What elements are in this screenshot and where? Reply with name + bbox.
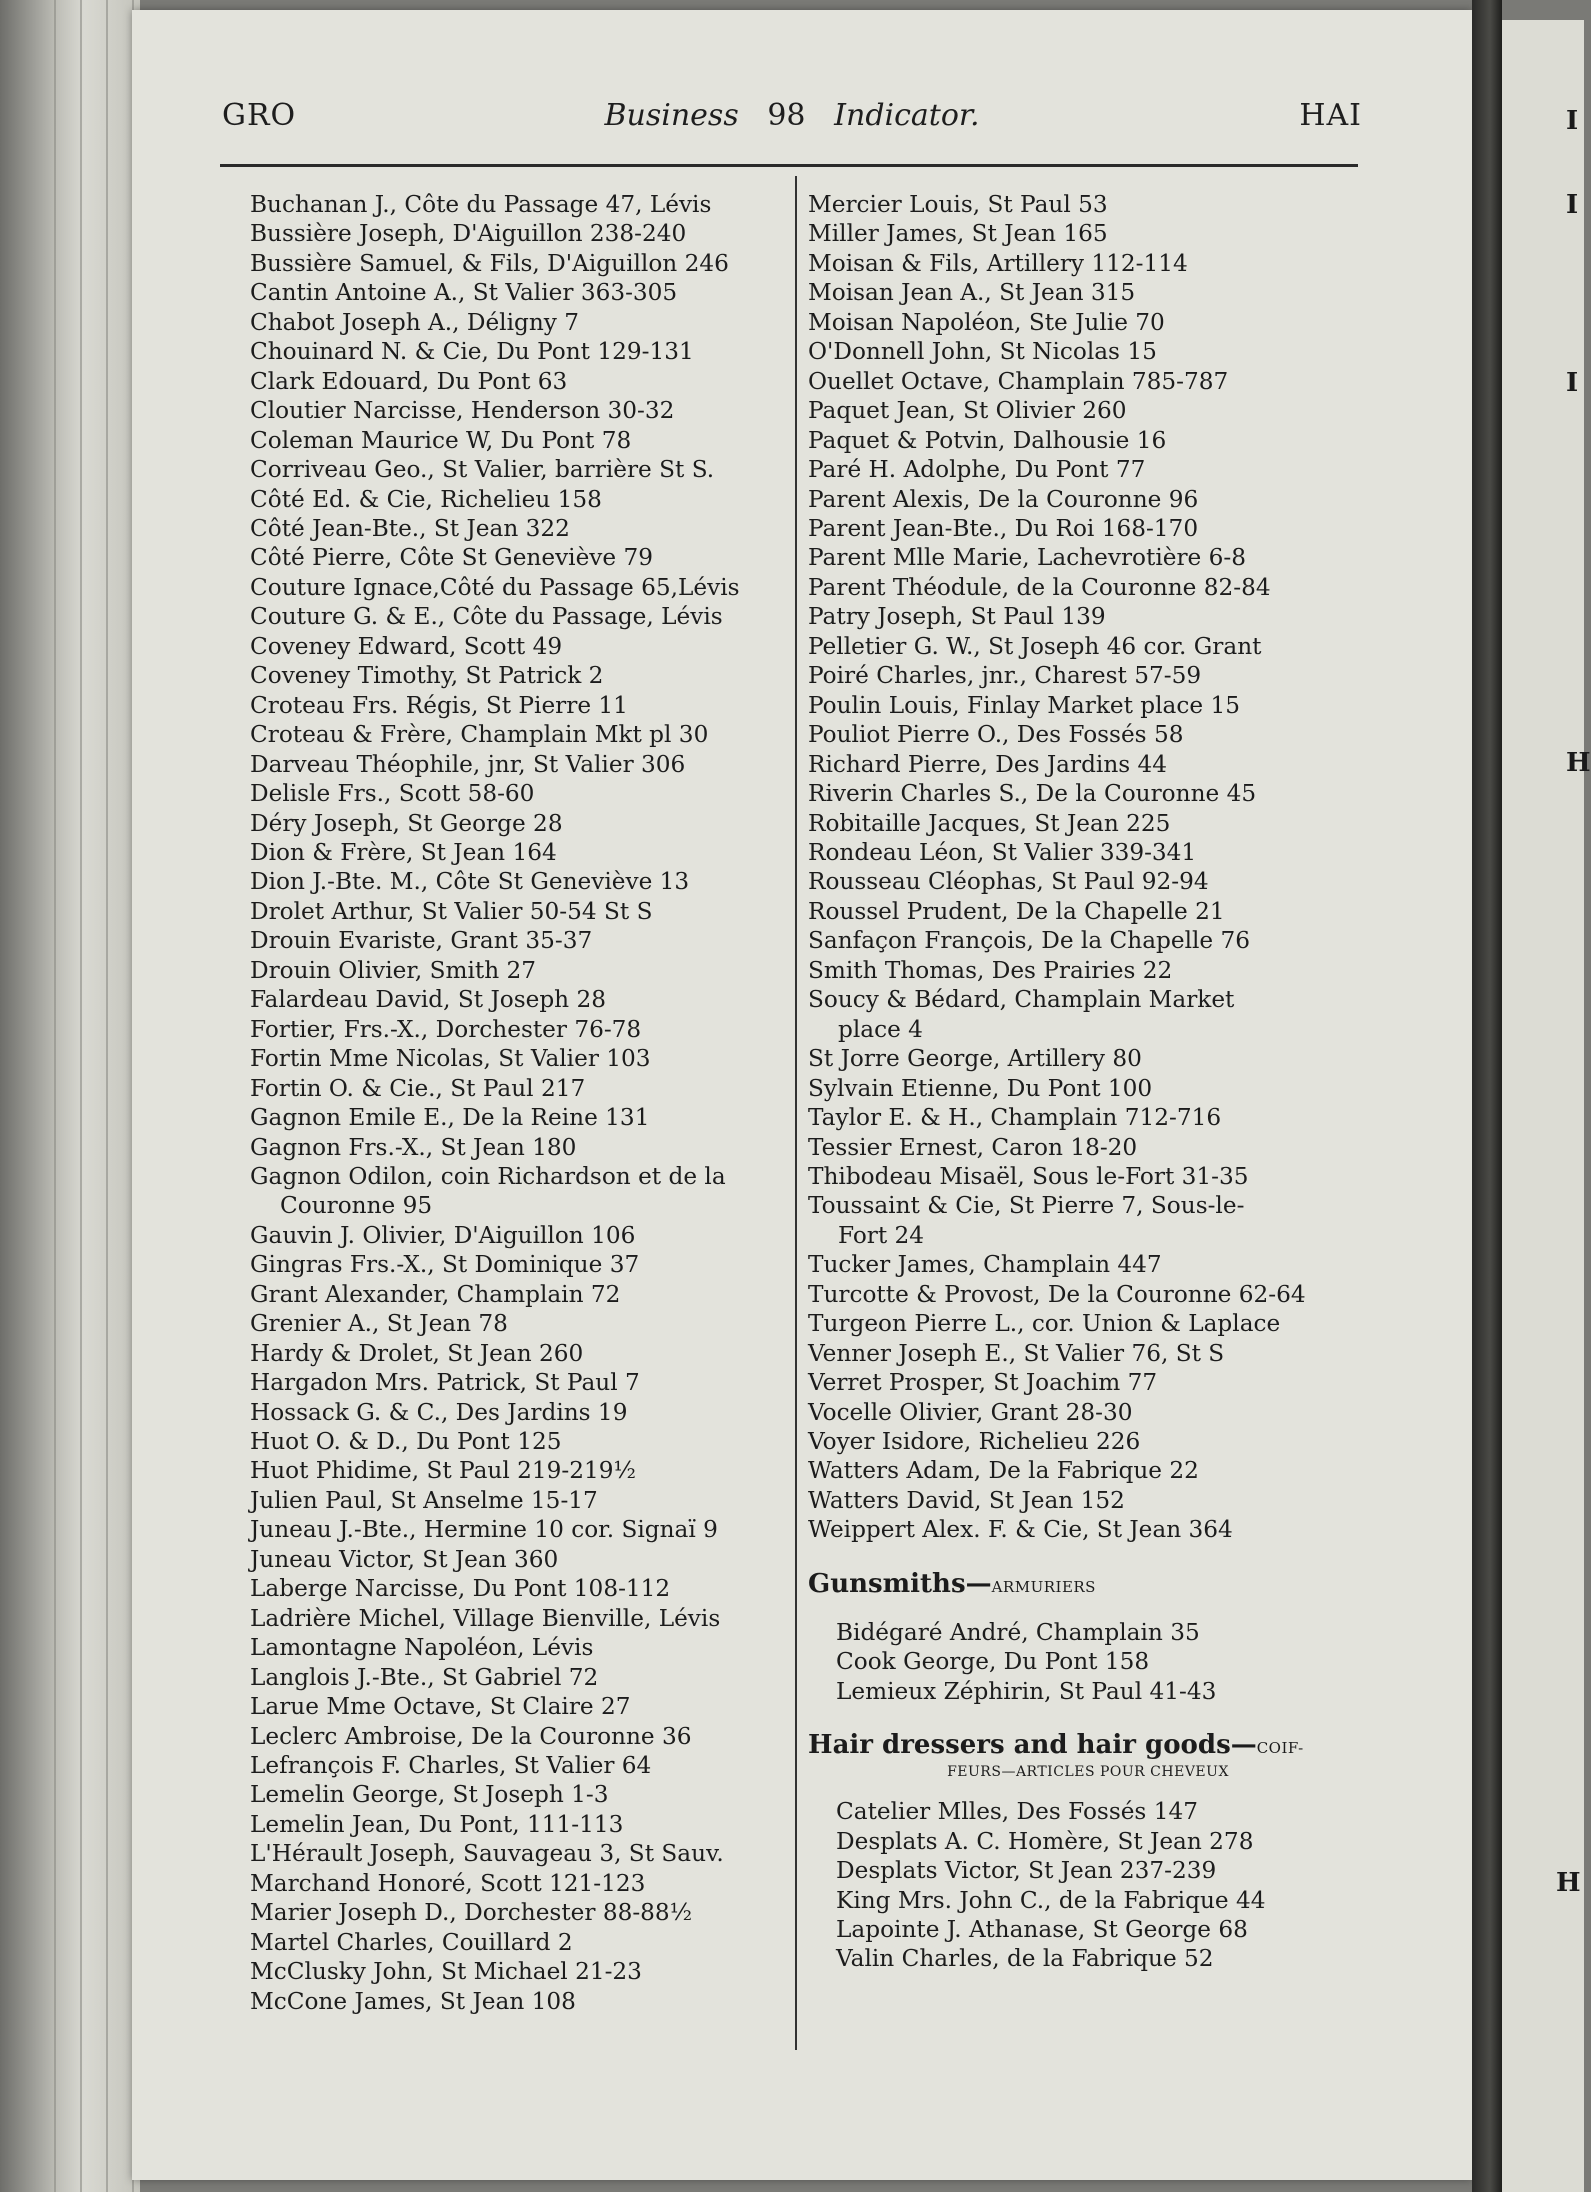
entry-line: Lemelin Jean, Du Pont, 111-113 (250, 1810, 624, 1838)
directory-entry (250, 1368, 790, 1397)
directory-entry (808, 1133, 1368, 1162)
entry-line: Lamontagne Napoléon, Lévis (250, 1634, 594, 1662)
entry-line: Watters Adam, De la Fabrique 22 (808, 1457, 1199, 1485)
section-title-french: ARMURIERS (991, 1577, 1096, 1596)
directory-entry (808, 396, 1368, 425)
directory-entry (808, 1486, 1368, 1515)
book-spine (1472, 0, 1502, 2192)
entry-line: Parent Alexis, De la Couronne 96 (808, 485, 1199, 513)
gunsmiths-entries (808, 1618, 1368, 1706)
directory-entry (250, 308, 790, 337)
directory-entry (808, 602, 1368, 631)
entry-line: Côté Ed. & Cie, Richelieu 158 (250, 485, 602, 513)
entry-line: Côté Pierre, Côte St Geneviève 79 (250, 544, 654, 572)
entry-line: Bussière Joseph, D'Aiguillon 238-240 (250, 220, 687, 248)
directory-entry (808, 1103, 1368, 1132)
entry-line: Coleman Maurice W, Du Pont 78 (250, 426, 632, 454)
directory-entry (250, 1280, 790, 1309)
entry-line: Tucker James, Champlain 447 (808, 1251, 1162, 1279)
entry-line: King Mrs. John C., de la Fabrique 44 (836, 1886, 1266, 1914)
entry-line: Hossack G. & C., Des Jardins 19 (250, 1398, 628, 1426)
directory-entry (250, 1398, 790, 1427)
entry-line: Dion & Frère, St Jean 164 (250, 838, 557, 866)
page-header (222, 98, 1362, 148)
directory-entry (250, 1839, 790, 1868)
header-right-guide: HAI (1299, 98, 1362, 133)
entry-line: Sanfaçon François, De la Chapelle 76 (808, 927, 1251, 955)
directory-entry (808, 367, 1368, 396)
entry-line: Lemieux Zéphirin, St Paul 41-43 (836, 1677, 1217, 1705)
section-heading-hairdressers (808, 1730, 1368, 1763)
directory-entry (250, 573, 790, 602)
entry-line: Taylor E. & H., Champlain 712-716 (808, 1104, 1222, 1132)
directory-entry (808, 691, 1368, 720)
directory-entry (250, 1015, 790, 1044)
directory-entry (250, 691, 790, 720)
directory-entry (808, 1456, 1368, 1485)
directory-entry (250, 1574, 790, 1603)
entry-line: Fortier, Frs.-X., Dorchester 76-78 (250, 1015, 642, 1043)
directory-entry (808, 1074, 1368, 1103)
directory-entry (808, 985, 1368, 1044)
entry-line: Hargadon Mrs. Patrick, St Paul 7 (250, 1369, 640, 1397)
entry-continuation: Couronne 95 (280, 1192, 433, 1220)
directory-entry (808, 308, 1368, 337)
directory-entry (808, 809, 1368, 838)
section-title-french: COIF- (1256, 1739, 1304, 1758)
entry-line: Lefrançois F. Charles, St Valier 64 (250, 1752, 652, 1780)
directory-entry (808, 190, 1368, 219)
directory-entry (250, 337, 790, 366)
directory-entry (250, 1751, 790, 1780)
entry-line: Watters David, St Jean 152 (808, 1486, 1125, 1514)
entry-line: Smith Thomas, Des Prairies 22 (808, 956, 1173, 984)
entry-line: Desplats A. C. Homère, St Jean 278 (836, 1827, 1254, 1855)
section-subtitle: FEURS—ARTICLES POUR CHEVEUX (947, 1764, 1229, 1781)
directory-entry (808, 1162, 1368, 1191)
directory-entry (808, 1309, 1368, 1338)
entry-line: Weippert Alex. F. & Cie, St Jean 364 (808, 1516, 1233, 1544)
entry-line: Gagnon Odilon, coin Richardson et de la (250, 1162, 726, 1190)
entry-line: Darveau Théophile, jnr, St Valier 306 (250, 750, 686, 778)
directory-entry (808, 1191, 1368, 1250)
entry-line: Sylvain Etienne, Du Pont 100 (808, 1074, 1153, 1102)
header-rule (220, 164, 1358, 167)
entry-line: Coveney Timothy, St Patrick 2 (250, 662, 604, 690)
entry-line: Laberge Narcisse, Du Pont 108-112 (250, 1575, 671, 1603)
entry-continuation: place 4 (838, 1015, 923, 1043)
directory-entry (836, 1856, 1368, 1885)
directory-entry (250, 1722, 790, 1751)
directory-entry (250, 367, 790, 396)
directory-entry (250, 1780, 790, 1809)
directory-entry (250, 1427, 790, 1456)
directory-entry (250, 1515, 790, 1544)
page-number: 98 (767, 98, 806, 133)
entry-line: Julien Paul, St Anselme 15-17 (250, 1486, 598, 1514)
entry-line: Patry Joseph, St Paul 139 (808, 603, 1106, 631)
directory-entry (808, 720, 1368, 749)
entry-line: Riverin Charles S., De la Couronne 45 (808, 780, 1257, 808)
directory-entry (836, 1647, 1368, 1676)
entry-line: Juneau Victor, St Jean 360 (250, 1545, 559, 1573)
entry-line: Drouin Olivier, Smith 27 (250, 956, 537, 984)
header-title (222, 98, 1362, 133)
directory-entry (808, 1398, 1368, 1427)
entry-line: Couture G. & E., Côte du Passage, Lévis (250, 603, 723, 631)
entry-line: Bidégaré André, Champlain 35 (836, 1618, 1200, 1646)
entry-line: Pouliot Pierre O., Des Fossés 58 (808, 721, 1184, 749)
directory-entry (808, 1427, 1368, 1456)
directory-entry (250, 1928, 790, 1957)
directory-entry (250, 897, 790, 926)
entry-line: Gagnon Frs.-X., St Jean 180 (250, 1133, 577, 1161)
entry-line: Paquet & Potvin, Dalhousie 16 (808, 426, 1167, 454)
directory-entry (250, 809, 790, 838)
entry-line: Chouinard N. & Cie, Du Pont 129-131 (250, 338, 694, 366)
directory-entry (250, 1103, 790, 1132)
directory-entry (250, 249, 790, 278)
directory-entry (250, 1692, 790, 1721)
directory-entry (250, 396, 790, 425)
directory-entry (836, 1827, 1368, 1856)
directory-entry (808, 838, 1368, 867)
directory-entry (250, 1250, 790, 1279)
section-title: Gunsmiths— (808, 1568, 992, 1599)
entry-line: Parent Théodule, de la Couronne 82-84 (808, 573, 1271, 601)
entry-line: Grenier A., St Jean 78 (250, 1310, 508, 1338)
entry-line: Couture Ignace,Côté du Passage 65,Lévis (250, 573, 740, 601)
entry-line: Poiré Charles, jnr., Charest 57-59 (808, 662, 1202, 690)
entry-line: Desplats Victor, St Jean 237-239 (836, 1857, 1217, 1885)
entry-line: Pelletier G. W., St Joseph 46 cor. Grant (808, 632, 1262, 660)
directory-entry (250, 1633, 790, 1662)
entry-line: Thibodeau Misaël, Sous le-Fort 31-35 (808, 1162, 1249, 1190)
directory-entry (250, 1604, 790, 1633)
entry-line: Moisan & Fils, Artillery 112-114 (808, 249, 1188, 277)
entry-line: Dion J.-Bte. M., Côte St Geneviève 13 (250, 868, 690, 896)
directory-entry (836, 1944, 1368, 1973)
directory-entry (808, 485, 1368, 514)
entry-line: Larue Mme Octave, St Claire 27 (250, 1693, 631, 1721)
directory-entry (250, 1987, 790, 2016)
section-title: Hair dressers and hair goods— (808, 1730, 1257, 1761)
next-page-fragment: H (1566, 748, 1591, 778)
next-page-edge (1502, 20, 1584, 2192)
directory-entry (250, 838, 790, 867)
directory-entry (808, 1515, 1368, 1544)
directory-entry (808, 956, 1368, 985)
entry-continuation: Fort 24 (838, 1221, 925, 1249)
entry-line: Cook George, Du Pont 158 (836, 1648, 1150, 1676)
entry-line: Mercier Louis, St Paul 53 (808, 191, 1108, 218)
entry-line: Croteau Frs. Régis, St Pierre 11 (250, 691, 628, 719)
next-page-fragment: I (1566, 106, 1579, 136)
directory-entry (250, 1957, 790, 1986)
entry-line: Buchanan J., Côte du Passage 47, Lévis (250, 191, 712, 218)
entry-line: Marier Joseph D., Dorchester 88-88½ (250, 1899, 693, 1927)
header-title-b: Indicator. (834, 98, 980, 133)
directory-entry (808, 632, 1368, 661)
entry-line: Robitaille Jacques, St Jean 225 (808, 809, 1171, 837)
entry-line: Grant Alexander, Champlain 72 (250, 1280, 621, 1308)
entry-line: Côté Jean-Bte., St Jean 322 (250, 514, 570, 542)
directory-entry (808, 278, 1368, 307)
directory-entry (808, 1044, 1368, 1073)
next-page-fragment: H (1556, 1868, 1581, 1898)
directory-entry (250, 985, 790, 1014)
page-stack-edges (40, 0, 140, 2192)
directory-entry (808, 455, 1368, 484)
entry-line: Catelier Mlles, Des Fossés 147 (836, 1798, 1198, 1826)
entry-line: Rondeau Léon, St Valier 339-341 (808, 838, 1197, 866)
entry-line: Huot Phidime, St Paul 219-219½ (250, 1457, 636, 1485)
directory-entry (250, 190, 790, 219)
entry-line: Ouellet Octave, Champlain 785-787 (808, 367, 1229, 395)
directory-entry (250, 485, 790, 514)
directory-entry (250, 1133, 790, 1162)
entry-line: Langlois J.-Bte., St Gabriel 72 (250, 1663, 599, 1691)
directory-entry (250, 278, 790, 307)
directory-entry (250, 1221, 790, 1250)
entry-line: Venner Joseph E., St Valier 76, St S (808, 1339, 1225, 1367)
entry-line: Leclerc Ambroise, De la Couronne 36 (250, 1722, 692, 1750)
entry-line: Chabot Joseph A., Déligny 7 (250, 308, 580, 336)
entry-line: Drolet Arthur, St Valier 50-54 St S (250, 897, 653, 925)
directory-entry (250, 455, 790, 484)
entry-line: Parent Jean-Bte., Du Roi 168-170 (808, 514, 1199, 542)
right-column-entries (808, 190, 1368, 1545)
directory-entry (250, 1545, 790, 1574)
entry-line: Déry Joseph, St George 28 (250, 809, 563, 837)
directory-entry (250, 426, 790, 455)
entry-line: Juneau J.-Bte., Hermine 10 cor. Signaï 9 (250, 1516, 718, 1544)
entry-line: Fortin O. & Cie., St Paul 217 (250, 1074, 586, 1102)
entry-line: Corriveau Geo., St Valier, barrière St S. (250, 456, 715, 484)
directory-entry (836, 1618, 1368, 1647)
directory-entry (808, 867, 1368, 896)
entry-line: Ladrière Michel, Village Bienville, Lévis (250, 1604, 721, 1632)
directory-entry (808, 779, 1368, 808)
directory-entry (836, 1886, 1368, 1915)
directory-entry (250, 750, 790, 779)
entry-line: Gauvin J. Olivier, D'Aiguillon 106 (250, 1221, 636, 1249)
entry-line: Delisle Frs., Scott 58-60 (250, 780, 535, 808)
directory-entry (250, 1456, 790, 1485)
directory-entry (250, 1869, 790, 1898)
entry-line: Toussaint & Cie, St Pierre 7, Sous-le- (808, 1192, 1245, 1220)
next-page-fragment: I (1566, 190, 1579, 220)
entry-line: Rousseau Cléophas, St Paul 92-94 (808, 868, 1209, 896)
directory-entry (808, 1368, 1368, 1397)
directory-entry (250, 1486, 790, 1515)
directory-entry (808, 573, 1368, 602)
hairdressers-entries (808, 1797, 1368, 1974)
directory-entry (250, 602, 790, 631)
directory-entry (250, 1810, 790, 1839)
entry-line: Clark Edouard, Du Pont 63 (250, 367, 568, 395)
entry-line: Lemelin George, St Joseph 1-3 (250, 1781, 609, 1809)
entry-line: McCone James, St Jean 108 (250, 1987, 576, 2015)
entry-line: Hardy & Drolet, St Jean 260 (250, 1339, 584, 1367)
entry-line: Cantin Antoine A., St Valier 363-305 (250, 279, 678, 307)
entry-line: Huot O. & D., Du Pont 125 (250, 1428, 562, 1456)
entry-line: Vocelle Olivier, Grant 28-30 (808, 1398, 1133, 1426)
entry-line: Moisan Napoléon, Ste Julie 70 (808, 308, 1165, 336)
entry-line: Parent Mlle Marie, Lachevrotière 6-8 (808, 544, 1246, 572)
entry-line: Richard Pierre, Des Jardins 44 (808, 750, 1168, 778)
entry-line: Gagnon Emile E., De la Reine 131 (250, 1104, 650, 1132)
entry-line: Falardeau David, St Joseph 28 (250, 986, 606, 1014)
directory-entry (250, 1339, 790, 1368)
directory-entry (836, 1677, 1368, 1706)
entry-line: Verret Prosper, St Joachim 77 (808, 1369, 1158, 1397)
entry-line: Marchand Honoré, Scott 121-123 (250, 1869, 646, 1897)
directory-entry (250, 219, 790, 248)
directory-entry (808, 1280, 1368, 1309)
directory-entry (808, 514, 1368, 543)
entry-line: Cloutier Narcisse, Henderson 30-32 (250, 397, 675, 425)
directory-entry (250, 1044, 790, 1073)
entry-line: Tessier Ernest, Caron 18-20 (808, 1133, 1138, 1161)
directory-entry (250, 1074, 790, 1103)
directory-entry (808, 926, 1368, 955)
directory-entry (808, 249, 1368, 278)
directory-entry (250, 632, 790, 661)
entry-line: Roussel Prudent, De la Chapelle 21 (808, 897, 1225, 925)
directory-entry (808, 543, 1368, 572)
directory-entry (808, 337, 1368, 366)
entry-line: Coveney Edward, Scott 49 (250, 632, 563, 660)
entry-line: Valin Charles, de la Fabrique 52 (836, 1945, 1214, 1973)
entry-line: Paquet Jean, St Olivier 260 (808, 397, 1127, 425)
right-column (808, 190, 1368, 1974)
entry-line: Paré H. Adolphe, Du Pont 77 (808, 456, 1146, 484)
entry-line: Croteau & Frère, Champlain Mkt pl 30 (250, 721, 709, 749)
next-page-fragment: I (1566, 368, 1579, 398)
entry-line: St Jorre George, Artillery 80 (808, 1045, 1142, 1073)
entry-line: Lapointe J. Athanase, St George 68 (836, 1916, 1248, 1944)
directory-entry (250, 720, 790, 749)
directory-entry (250, 514, 790, 543)
entry-line: Soucy & Bédard, Champlain Market (808, 986, 1235, 1014)
entry-line: Bussière Samuel, & Fils, D'Aiguillon 246 (250, 249, 729, 277)
directory-entry (250, 661, 790, 690)
entry-line: Moisan Jean A., St Jean 315 (808, 279, 1136, 307)
directory-entry (836, 1915, 1368, 1944)
directory-entry (808, 426, 1368, 455)
directory-entry (250, 1663, 790, 1692)
directory-entry (808, 219, 1368, 248)
directory-entry (808, 750, 1368, 779)
entry-line: McClusky John, St Michael 21-23 (250, 1958, 642, 1986)
entry-line: Turgeon Pierre L., cor. Union & Laplace (808, 1310, 1281, 1338)
directory-entry (250, 1162, 790, 1221)
directory-entry (250, 867, 790, 896)
header-left-guide: GRO (222, 98, 297, 133)
directory-entry (250, 956, 790, 985)
left-column (250, 190, 790, 2016)
entry-line: Turcotte & Provost, De la Couronne 62-64 (808, 1280, 1306, 1308)
directory-entry (250, 1898, 790, 1927)
entry-line: L'Hérault Joseph, Sauvageau 3, St Sauv. (250, 1840, 724, 1868)
entry-line: Gingras Frs.-X., St Dominique 37 (250, 1251, 640, 1279)
directory-entry (250, 779, 790, 808)
directory-entry (250, 1309, 790, 1338)
entry-line: Fortin Mme Nicolas, St Valier 103 (250, 1045, 651, 1073)
directory-entry (808, 661, 1368, 690)
entry-line: Miller James, St Jean 165 (808, 220, 1108, 248)
directory-entry (808, 1339, 1368, 1368)
column-divider (795, 176, 797, 2050)
entry-line: Martel Charles, Couillard 2 (250, 1928, 573, 1956)
header-title-a: Business (604, 98, 739, 133)
entry-line: Voyer Isidore, Richelieu 226 (808, 1428, 1141, 1456)
section-heading-gunsmiths (808, 1569, 1368, 1602)
entry-line: Poulin Louis, Finlay Market place 15 (808, 691, 1240, 719)
directory-entry (250, 926, 790, 955)
directory-entry (250, 543, 790, 572)
directory-entry (808, 897, 1368, 926)
entry-line: Drouin Evariste, Grant 35-37 (250, 927, 593, 955)
entry-line: O'Donnell John, St Nicolas 15 (808, 338, 1157, 366)
directory-entry (836, 1797, 1368, 1826)
directory-entry (808, 1250, 1368, 1279)
